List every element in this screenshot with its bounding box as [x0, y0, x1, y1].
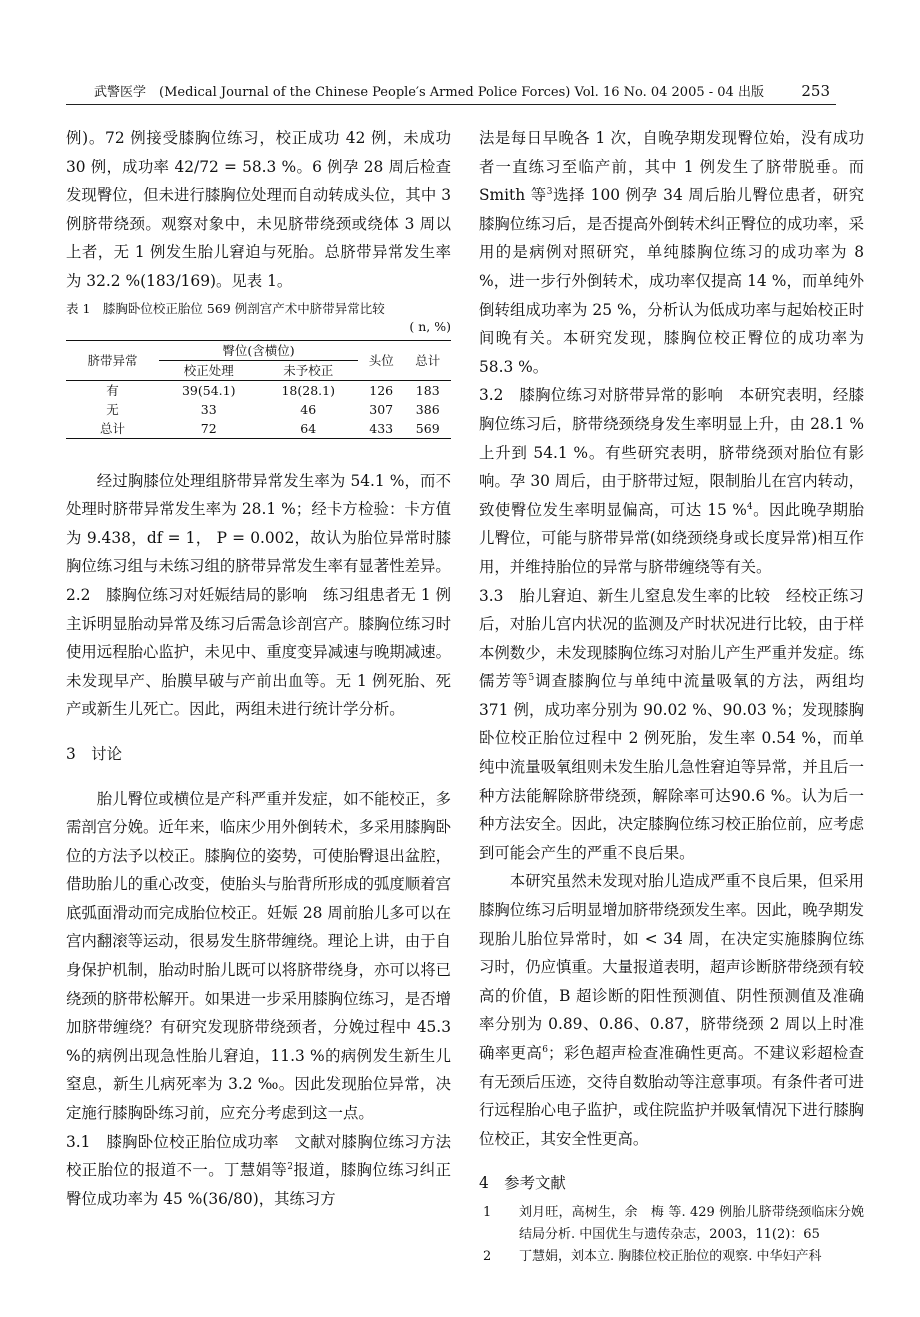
table-row	[66, 380, 451, 400]
text: 本研究虽然未发现对胎儿造成严重不良后果，但采用膝胸位练习后明显增加脐带绕颈发生率。因此，晚孕期发现胎儿胎位异常时，如 < 34 周，在决定实施膝胸位练习时，仍应慎重。大量报道表明，超声诊断脐带绕颈有较高的价值，B 超诊断的阳性预测值、阴性预测值及准确率分别为 0.89、0.86、0.87，脐带绕颈 2 周以上时准确率更高	[479, 872, 864, 1062]
reference-item	[479, 1246, 864, 1268]
right-column	[479, 124, 864, 1268]
paragraph: 经过胸膝位处理组脐带异常发生率为 54.1 %，而不处理时脐带异常发生率为 28.1 %；经卡方检验：卡方值为 9.438，df = 1， P = 0.002，故认为胎位异常时膝胸位练习组与未练习组的脐带异常发生率有显著性差异。	[66, 471, 451, 576]
table-cell: 33	[200, 401, 217, 417]
table-cell: 18(28.1)	[258, 380, 357, 400]
table-caption: 表 1 膝胸卧位校正胎位 569 例剖宫产术中脐带异常比较	[66, 300, 385, 316]
table-cell: 总计	[66, 419, 159, 439]
table-cell: 126	[358, 380, 405, 400]
section-heading: 3.3 胎儿窘迫、新生儿窒息发生率的比较	[479, 586, 786, 605]
table-cell: 无	[106, 401, 119, 417]
text: 经校正练习后，对胎儿宫内状况的监测及产时状况进行比较，由于样本例数少，未发现膝胸位练习对胎儿产生严重并发症。练儒芳等	[479, 586, 864, 691]
table-header-breech: 臀位(含横位)	[159, 340, 358, 360]
table-cell: 64	[258, 419, 357, 439]
section-2-2	[66, 581, 451, 724]
citation: 2	[287, 1162, 293, 1173]
paragraph	[479, 867, 864, 1153]
table-cell: 433	[358, 419, 405, 439]
table-cell: 39(54.1)	[159, 380, 258, 400]
section-heading: 3.1 膝胸卧位校正胎位成功率	[66, 1132, 295, 1151]
text: 。因此晚孕期胎儿臀位，可能与脐带异常(如绕颈绕身或长度异常)相互作用，并维持胎位的异常与脐带缠绕等有关。	[479, 500, 864, 576]
table-cell: 有	[66, 380, 159, 400]
table-header-uncorrected: 未予校正	[283, 362, 334, 378]
paragraph: 例)。72 例接受膝胸位练习，校正成功 42 例，未成功 30 例，成功率 42/72 = 58.3 %。6 例孕 28 周后检查发现臀位，但未进行膝胸位处理而自动转成头位，其中 3 例脐带绕颈。观察对象中，未见脐带绕颈或绕体 3 周以上者，无 1 例发生胎儿窘迫与死胎。总脐带异常发生率为 32.2 %(183/169)。见表 1。	[66, 129, 451, 290]
section-3-3	[479, 582, 864, 868]
table-cell: 569	[404, 419, 451, 439]
citation: 3	[546, 187, 553, 198]
paragraph	[479, 124, 864, 381]
reference-text: 丁慧娟，刘本立. 胸膝位校正胎位的观察. 中华妇产科	[519, 1248, 822, 1264]
page-number: 253	[801, 82, 830, 100]
section-3-1	[66, 1128, 451, 1214]
paragraph: 文献对膝胸位练习方法校正胎位的报道不一。丁慧娟等	[66, 1132, 451, 1180]
text: 法是每日早晚各 1 次，自晚孕期发现臀位始，没有成功者一直练习至临产前，其中 1 例发生了脐带脱垂。而 Smith 等	[479, 129, 864, 205]
reference-text: 刘月旺，高树生，余 梅 等. 429 例胎儿脐带绕颈临床分娩结局分析. 中国优生与遗传杂志，2003，11(2)：65	[519, 1204, 864, 1242]
reference-list	[479, 1202, 864, 1268]
running-header	[66, 78, 836, 105]
table-cell: 307	[369, 401, 394, 417]
section-heading: 2.2 膝胸位练习对妊娠结局的影响	[66, 585, 323, 604]
table-1	[66, 340, 451, 439]
table-row	[66, 419, 451, 439]
text: 调查膝胸位与单纯中流量吸氧的方法，两组均 371 例，成功率分别为 90.02 %、90.03 %；发现膝胸卧位校正胎位过程中 2 例死胎，发生率 0.54 %，而单纯中流量吸氧组则未发生胎儿急性窘迫等异常，并且后一种方法能解除脐带绕颈，解除率可达90.6 %。认为后一种方法安全。因此，决定膝胸位练习校正胎位前，应考虑到可能会产生的严重不良后果。	[479, 672, 864, 862]
reference-item	[479, 1202, 864, 1246]
paragraph: 练习组患者无 1 例主诉明显胎动异常及练习后需急诊剖宫产。膝胸位练习时使用远程胎心监护，未见中、重度变异减速与晚期减速。未发现早产、胎膜早破与产前出血等。无 1 例死胎、死产或新生儿死亡。因此，两组未进行统计学分析。	[66, 585, 451, 719]
table-unit: ( n, %)	[409, 318, 451, 334]
text: 选择 100 例孕 34 周后胎儿臀位患者，研究膝胸位练习后，是否提高外倒转术纠正臀位的成功率，采用的是病例对照研究，单纯膝胸位练习的成功率为 8 %，进一步行外倒转术，成功率仅提高 14 %，而单纯外倒转组成功率为 25 %，分析认为低成功率与起始校正时间晚有关。本研究发现，膝胸位校正臀位的成功率为 58.3 %。	[479, 186, 864, 376]
reference-number: 2	[483, 1248, 492, 1264]
paragraph: 报道，膝胸位练习纠正臀位成功率为 45 %(36/80)，其练习方	[66, 1161, 451, 1208]
citation: 5	[528, 673, 535, 684]
table-header-corrected: 校正处理	[183, 362, 234, 378]
table-row	[66, 400, 451, 419]
table-header-cord: 脐带异常	[66, 340, 159, 380]
table-cell: 72	[159, 419, 258, 439]
text: ；彩色超声检查准确性更高。不建议彩超检查有无颈后压迹，交待自数胎动等注意事项。有条件者可进行远程胎心电子监护，或住院监护并吸氧情况下进行膝胸位校正，其安全性更高。	[479, 1044, 864, 1148]
journal-title: 武警医学 (Medical Journal of the Chinese People′s Armed Police Forces) Vol. 16 No. 04 2005 - 04 出版	[94, 85, 764, 100]
section-heading: 3.2 膝胸位练习对脐带异常的影响	[479, 386, 739, 405]
table-cell: 183	[404, 380, 451, 400]
section-3-2	[479, 381, 864, 581]
table-header-head: 头位	[358, 340, 405, 380]
reference-number: 1	[483, 1204, 492, 1220]
table-cell: 46	[300, 401, 317, 417]
table-header-total: 总计	[404, 340, 451, 380]
table-cell: 386	[415, 401, 440, 417]
section-3-heading: 3 讨论	[66, 744, 122, 763]
citation: 6	[542, 1044, 549, 1055]
paragraph: 胎儿臀位或横位是产科严重并发症，如不能校正，多需剖宫分娩。近年来，临床少用外倒转术，多采用膝胸卧位的方法予以校正。膝胸位的姿势，可使胎臀退出盆腔，借助胎儿的重心改变，使胎头与胎背所形成的弧度顺着宫底弧面滑动而完成胎位校正。妊娠 28 周前胎儿多可以在宫内翻滚等运动，很易发生脐带缠绕。理论上讲，由于自身保护机制，胎动时胎儿既可以将脐带绕身，亦可以将已绕颈的脐带松解开。如果进一步采用膝胸位练习，是否增加脐带缠绕？有研究发现脐带绕颈者，分娩过程中 45.3 %的病例出现急性胎儿窘迫，11.3 %的病例发生新生儿窒息，新生儿病死率为 3.2 ‰。因此发现胎位异常，决定施行膝胸卧练习前，应充分考虑到这一点。	[66, 789, 451, 1123]
section-4-heading: 4 参考文献	[479, 1174, 566, 1193]
left-column	[66, 124, 451, 1213]
text: 本研究表明，经膝胸位练习后，脐带绕颈绕身发生率明显上升，由 28.1 %上升到 54.1 %。有些研究表明，脐带绕颈对胎位有影响。孕 30 周后，由于脐带过短，限制胎儿在宫内转动，致使臀位发生率明显偏高，可达 15 %	[479, 386, 864, 519]
citation: 4	[746, 501, 753, 512]
